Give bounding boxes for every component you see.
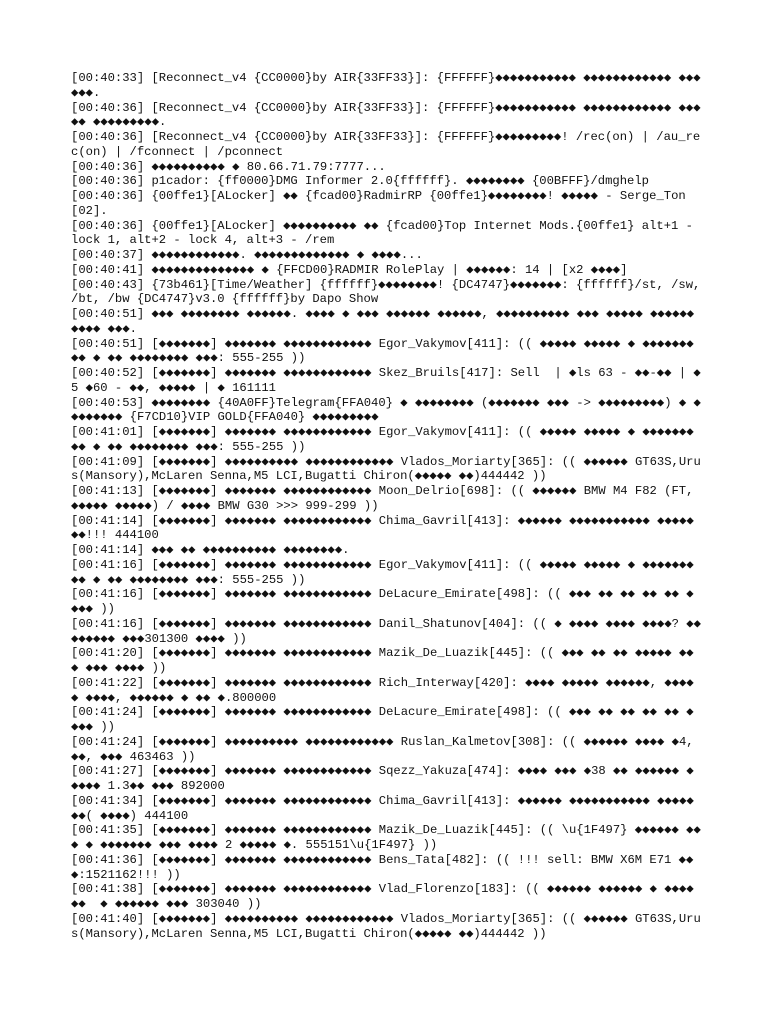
chat-log-document: [71, 71, 708, 941]
log-line: [00:41:34] [◆◆◆◆◆◆◆] ◆◆◆◆◆◆◆ ◆◆◆◆◆◆◆◆◆◆◆◆ Chima_Gavril[413]: ◆◆◆◆◆◆ ◆◆◆◆◆◆◆◆◆◆◆ ◆◆◆◆◆◆◆( ◆◆◆◆) 444100: [71, 793, 694, 823]
log-line: [00:41:35] [◆◆◆◆◆◆◆] ◆◆◆◆◆◆◆ ◆◆◆◆◆◆◆◆◆◆◆◆ Mazik_De_Luazik[445]: (( \u{1F497} ◆◆◆◆◆◆ ◆◆◆ ◆ ◆◆◆◆◆◆◆ ◆◆◆ ◆◆◆◆ 2 ◆◆◆◆◆ ◆. 555151\u{1F497} )): [71, 823, 701, 852]
log-line: [00:41:14] ◆◆◆ ◆◆ ◆◆◆◆◆◆◆◆◆◆ ◆◆◆◆◆◆◆◆.: [71, 543, 350, 557]
log-line: [00:40:37] ◆◆◆◆◆◆◆◆◆◆◆◆. ◆◆◆◆◆◆◆◆◆◆◆◆◆ ◆ ◆◆◆◆...: [71, 248, 423, 262]
log-line: [00:41:22] [◆◆◆◆◆◆◆] ◆◆◆◆◆◆◆ ◆◆◆◆◆◆◆◆◆◆◆◆ Rich_Interway[420]: ◆◆◆◆ ◆◆◆◆◆ ◆◆◆◆◆◆, ◆◆◆◆◆ ◆◆◆◆, ◆◆◆◆◆◆ ◆ ◆◆ ◆.800000: [71, 675, 694, 705]
log-line: [00:41:09] [◆◆◆◆◆◆◆] ◆◆◆◆◆◆◆◆◆◆ ◆◆◆◆◆◆◆◆◆◆◆◆ Vlados_Moriarty[365]: (( ◆◆◆◆◆◆ GT63S,Urus(Mansory),McLaren Senna,M5 LCI,Bugatti Chiron(◆◆◆◆◆ ◆◆)444442 )): [71, 454, 701, 484]
log-line: [00:40:36] {00ffe1}[ALocker] ◆◆ {fcad00}RadmirRP {00ffe1}◆◆◆◆◆◆◆◆! ◆◆◆◆◆ - Serge_Ton [02].: [71, 189, 694, 218]
log-line: [00:40:43] {73b461}[Time/Weather] {ffffff}◆◆◆◆◆◆◆◆! {DC4747}◆◆◆◆◆◆◆: {ffffff}/st, /sw, /bt, /bw {DC4747}v3.0 {ffffff}by Dapo Show: [71, 277, 708, 307]
log-line: [00:40:36] [Reconnect_v4 {CC0000}by AIR{33FF33}]: {FFFFFF}◆◆◆◆◆◆◆◆◆! /rec(on) | /au_rec(on) | /fconnect | /pconnect: [71, 130, 701, 159]
log-line: [00:40:36] [Reconnect_v4 {CC0000}by AIR{33FF33}]: {FFFFFF}◆◆◆◆◆◆◆◆◆◆◆ ◆◆◆◆◆◆◆◆◆◆◆◆ ◆◆◆◆◆ ◆◆◆◆◆◆◆◆◆.: [71, 100, 701, 130]
chat-log: [71, 71, 708, 941]
log-line: [00:41:38] [◆◆◆◆◆◆◆] ◆◆◆◆◆◆◆ ◆◆◆◆◆◆◆◆◆◆◆◆ Vlad_Florenzo[183]: (( ◆◆◆◆◆◆ ◆◆◆◆◆◆ ◆ ◆◆◆◆◆◆ ◆ ◆◆◆◆◆◆ ◆◆◆ 303040 )): [71, 882, 694, 911]
log-line: [00:41:27] [◆◆◆◆◆◆◆] ◆◆◆◆◆◆◆ ◆◆◆◆◆◆◆◆◆◆◆◆ Sqezz_Yakuza[474]: ◆◆◆◆ ◆◆◆ ◆38 ◆◆ ◆◆◆◆◆◆ ◆◆◆◆◆ 1.3◆◆ ◆◆◆ 892000: [71, 764, 694, 793]
log-line: [00:41:01] [◆◆◆◆◆◆◆] ◆◆◆◆◆◆◆ ◆◆◆◆◆◆◆◆◆◆◆◆ Egor_Vakymov[411]: (( ◆◆◆◆◆ ◆◆◆◆◆ ◆ ◆◆◆◆◆◆◆◆◆ ◆ ◆◆ ◆◆◆◆◆◆◆◆ ◆◆◆: 555-255 )): [71, 425, 694, 454]
log-line: [00:41:24] [◆◆◆◆◆◆◆] ◆◆◆◆◆◆◆◆◆◆ ◆◆◆◆◆◆◆◆◆◆◆◆ Ruslan_Kalmetov[308]: (( ◆◆◆◆◆◆ ◆◆◆◆ ◆4, ◆◆, ◆◆◆ 463463 )): [71, 734, 701, 764]
log-line: [00:41:16] [◆◆◆◆◆◆◆] ◆◆◆◆◆◆◆ ◆◆◆◆◆◆◆◆◆◆◆◆ Egor_Vakymov[411]: (( ◆◆◆◆◆ ◆◆◆◆◆ ◆ ◆◆◆◆◆◆◆◆◆ ◆ ◆◆ ◆◆◆◆◆◆◆◆ ◆◆◆: 555-255 )): [71, 557, 694, 587]
log-line: [00:40:41] ◆◆◆◆◆◆◆◆◆◆◆◆◆◆ ◆ {FFCD00}RADMIR RolePlay | ◆◆◆◆◆◆: 14 | [x2 ◆◆◆◆]: [71, 262, 628, 277]
log-line: [00:41:36] [◆◆◆◆◆◆◆] ◆◆◆◆◆◆◆ ◆◆◆◆◆◆◆◆◆◆◆◆ Bens_Tata[482]: (( !!! sell: BMW X6M E71 ◆◆◆:1521162!!! )): [71, 852, 694, 882]
log-line: [00:40:36] ◆◆◆◆◆◆◆◆◆◆ ◆ 80.66.71.79:7777...: [71, 159, 386, 174]
log-line: [00:40:36] {00ffe1}[ALocker] ◆◆◆◆◆◆◆◆◆◆ ◆◆ {fcad00}Top Internet Mods.{00ffe1} alt+1 - lock 1, alt+2 - lock 4, alt+3 - /rem: [71, 218, 701, 248]
log-line: [00:41:16] [◆◆◆◆◆◆◆] ◆◆◆◆◆◆◆ ◆◆◆◆◆◆◆◆◆◆◆◆ Danil_Shatunov[404]: (( ◆ ◆◆◆◆ ◆◆◆◆ ◆◆◆◆? ◆◆◆◆◆◆◆◆ ◆◆◆301300 ◆◆◆◆ )): [71, 616, 701, 646]
log-line: [00:41:16] [◆◆◆◆◆◆◆] ◆◆◆◆◆◆◆ ◆◆◆◆◆◆◆◆◆◆◆◆ DeLacure_Emirate[498]: (( ◆◆◆ ◆◆ ◆◆ ◆◆ ◆◆ ◆ ◆◆◆ )): [71, 587, 701, 616]
log-line: [00:40:36] p1cador: {ff0000}DMG Informer 2.0{ffffff}. ◆◆◆◆◆◆◆◆ {00BFFF}/dmghelp: [71, 174, 649, 189]
log-line: [00:40:51] [◆◆◆◆◆◆◆] ◆◆◆◆◆◆◆ ◆◆◆◆◆◆◆◆◆◆◆◆ Egor_Vakymov[411]: (( ◆◆◆◆◆ ◆◆◆◆◆ ◆ ◆◆◆◆◆◆◆◆◆ ◆ ◆◆ ◆◆◆◆◆◆◆◆ ◆◆◆: 555-255 )): [71, 336, 694, 366]
log-line: [00:40:53] ◆◆◆◆◆◆◆◆ {40A0FF}Telegram{FFA040} ◆ ◆◆◆◆◆◆◆◆ (◆◆◆◆◆◆◆ ◆◆◆ -> ◆◆◆◆◆◆◆◆◆) ◆ ◆◆◆◆◆◆◆◆ {F7CD10}VIP GOLD{FFA040} ◆◆◆◆◆◆◆◆◆: [71, 395, 701, 425]
log-line: [00:41:20] [◆◆◆◆◆◆◆] ◆◆◆◆◆◆◆ ◆◆◆◆◆◆◆◆◆◆◆◆ Mazik_De_Luazik[445]: (( ◆◆◆ ◆◆ ◆◆ ◆◆◆◆◆ ◆◆ ◆ ◆◆◆ ◆◆◆◆ )): [71, 646, 701, 675]
log-line: [00:40:52] [◆◆◆◆◆◆◆] ◆◆◆◆◆◆◆ ◆◆◆◆◆◆◆◆◆◆◆◆ Skez_Bruils[417]: Sell | ◆ls 63 - ◆◆-◆◆ | ◆5 ◆60 - ◆◆, ◆◆◆◆◆ | ◆ 161111: [71, 366, 701, 395]
log-line: [00:40:51] ◆◆◆ ◆◆◆◆◆◆◆◆ ◆◆◆◆◆◆. ◆◆◆◆ ◆ ◆◆◆ ◆◆◆◆◆◆ ◆◆◆◆◆◆, ◆◆◆◆◆◆◆◆◆◆ ◆◆◆ ◆◆◆◆◆ ◆◆◆◆◆◆◆◆◆◆ ◆◆◆.: [71, 307, 695, 336]
log-line: [00:41:24] [◆◆◆◆◆◆◆] ◆◆◆◆◆◆◆ ◆◆◆◆◆◆◆◆◆◆◆◆ DeLacure_Emirate[498]: (( ◆◆◆ ◆◆ ◆◆ ◆◆ ◆◆ ◆ ◆◆◆ )): [71, 705, 701, 734]
log-line: [00:40:33] [Reconnect_v4 {CC0000}by AIR{33FF33}]: {FFFFFF}◆◆◆◆◆◆◆◆◆◆◆ ◆◆◆◆◆◆◆◆◆◆◆◆ ◆◆◆◆◆◆.: [71, 71, 701, 100]
log-line: [00:41:40] [◆◆◆◆◆◆◆] ◆◆◆◆◆◆◆◆◆◆ ◆◆◆◆◆◆◆◆◆◆◆◆ Vlados_Moriarty[365]: (( ◆◆◆◆◆◆ GT63S,Urus(Mansory),McLaren Senna,M5 LCI,Bugatti Chiron(◆◆◆◆◆ ◆◆)444442 )): [71, 911, 701, 941]
log-line: [00:41:14] [◆◆◆◆◆◆◆] ◆◆◆◆◆◆◆ ◆◆◆◆◆◆◆◆◆◆◆◆ Chima_Gavril[413]: ◆◆◆◆◆◆ ◆◆◆◆◆◆◆◆◆◆◆ ◆◆◆◆◆◆◆!!! 444100: [71, 513, 694, 543]
log-line: [00:41:13] [◆◆◆◆◆◆◆] ◆◆◆◆◆◆◆ ◆◆◆◆◆◆◆◆◆◆◆◆ Moon_Delrio[698]: (( ◆◆◆◆◆◆ BMW M4 F82 (FT, ◆◆◆◆◆ ◆◆◆◆◆) / ◆◆◆◆ BMW G30 >>> 999-299 )): [71, 484, 701, 513]
